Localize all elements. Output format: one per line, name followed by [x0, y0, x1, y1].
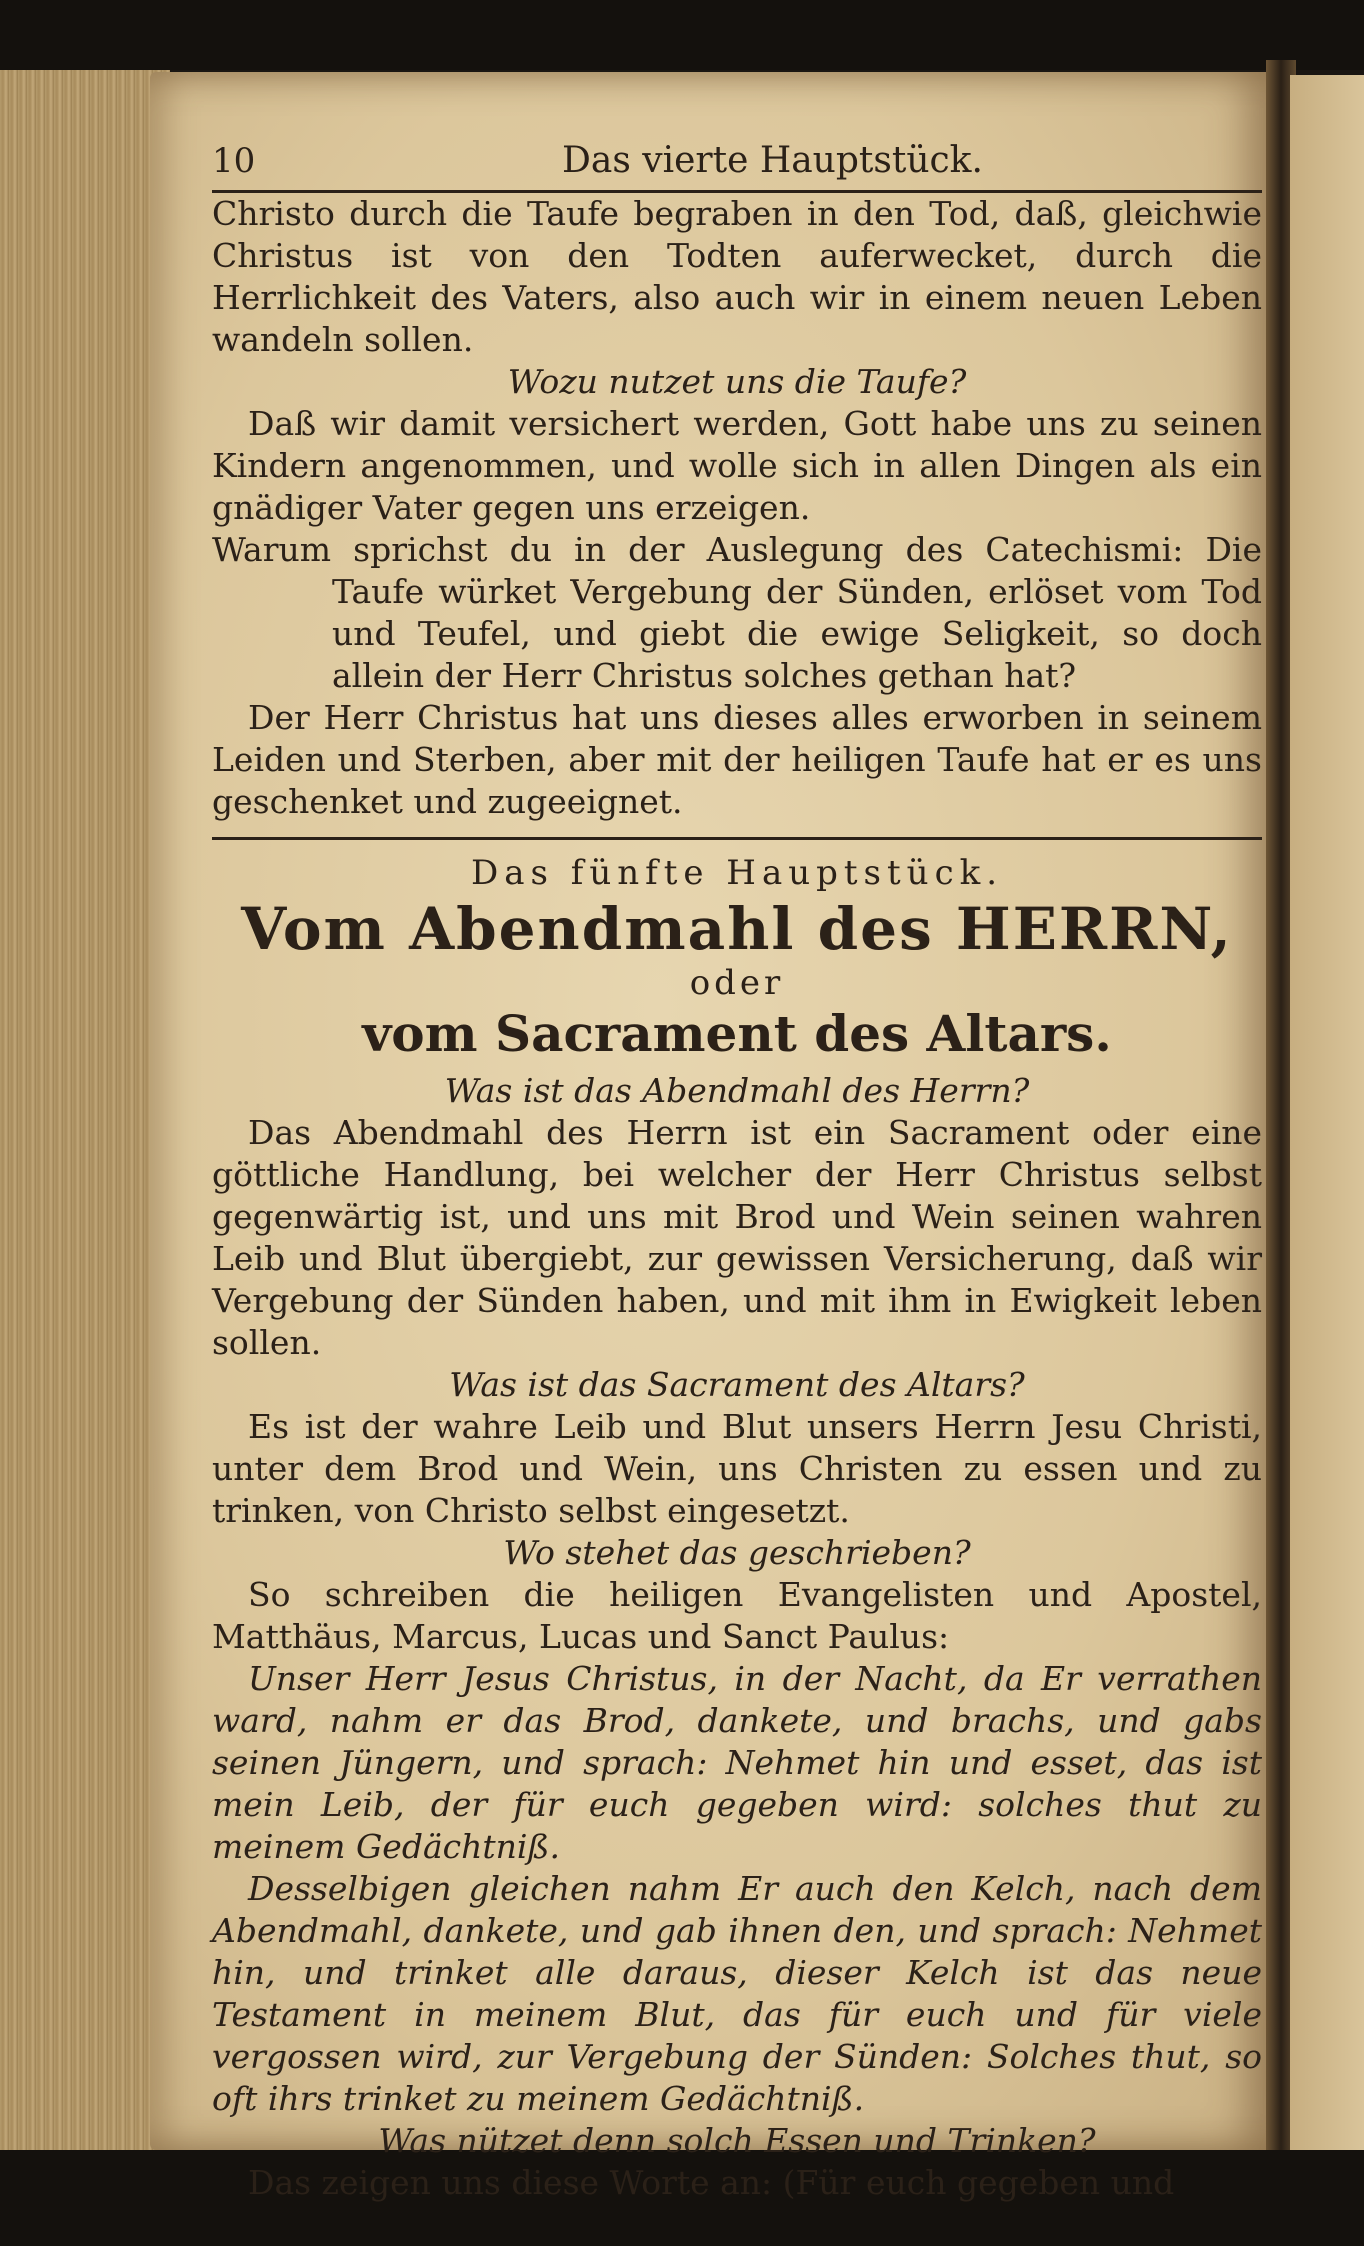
running-head: Das vierte Hauptstück.	[562, 140, 983, 181]
page-header	[212, 140, 1262, 193]
chapter-label: Das fünfte Hauptstück.	[470, 853, 1004, 893]
chapter-title: Vom Abendmahl des HERRN,	[241, 895, 1233, 963]
chapter-subtitle: vom Sacrament des Altars.	[362, 1004, 1112, 1063]
section-four-intro: Christo durch die Taufe begraben in den Tod, daß, gleichwie Christus ist von den Todten auferwecket, durch die Herrlichkeit des Vaters, also auch wir in einem neuen Leben wandeln sollen.	[212, 194, 1262, 359]
question-use-of-baptism: Wozu nutzet uns die Taufe?	[507, 362, 967, 401]
answer-what-is-sacrament: Es ist der wahre Leib und Blut unsers Herrn Jesu Christi, unter dem Brod und Wein, uns Christen zu essen und zu trinken, von Christo selbst eingesetzt.	[212, 1407, 1262, 1530]
question-what-is-sacrament: Was ist das Sacrament des Altars?	[449, 1365, 1025, 1404]
section-divider	[212, 837, 1262, 840]
question-benefit: Was nützet denn solch Essen und Trinken?	[378, 2121, 1096, 2160]
answer-what-is-supper: Das Abendmahl des Herrn ist ein Sacrament oder eine göttliche Handlung, bei welcher der Herr Christus selbst gegenwärtig ist, und uns mit Brod und Wein seinen wahren Leib und Blut übergiebt, zur gewissen Versicherung, daß wir Vergebung der Sünden haben, und mit ihm in Ewigkeit leben sollen.	[212, 1113, 1262, 1362]
page-content	[212, 140, 1262, 2202]
question-what-is-supper: Was ist das Abendmahl des Herrn?	[444, 1071, 1030, 1110]
facing-page-edge	[1290, 75, 1364, 2155]
scan-background-top	[0, 0, 1364, 70]
chapter-title-oder: oder	[689, 963, 785, 1003]
words-of-institution-bread: Unser Herr Jesus Christus, in der Nacht, da Er verrathen ward, nahm er das Brod, dankete, und brachs, und gabs seinen Jüngern, und sprach: Nehmet hin und esset, das ist mein Leib, der für euch gegeben wird: solches thut zu meinem Gedächtniß.	[212, 1659, 1262, 1866]
answer-catechism-explanation: Der Herr Christus hat uns dieses alles erworben in seinem Leiden und Sterben, aber mit der heiligen Taufe hat er es uns geschenket und zugeeignet.	[212, 698, 1262, 821]
question-where-written: Wo stehet das geschrieben?	[503, 1533, 971, 1572]
page-edges	[0, 70, 170, 2150]
answer-use-of-baptism: Daß wir damit versichert werden, Gott habe uns zu seinen Kindern angenommen, und wolle sich in allen Dingen als ein gnädiger Vater gegen uns erzeigen.	[212, 404, 1262, 527]
answer-benefit: Das zeigen uns diese Worte an: (Für euch gegeben und	[248, 2163, 1175, 2202]
page-number: 10	[212, 141, 256, 181]
question-catechism-explanation: Warum sprichst du in der Auslegung des Catechismi: Die Taufe würket Vergebung der Sünden, erlöset vom Tod und Teufel, und giebt die ewige Seligkeit, so doch allein der Herr Christus solches gethan hat?	[212, 530, 1262, 695]
answer-where-written: So schreiben die heiligen Evangelisten und Apostel, Matthäus, Marcus, Lucas und Sanct Paulus:	[212, 1575, 1262, 1656]
words-of-institution-cup: Desselbigen gleichen nahm Er auch den Kelch, nach dem Abendmahl, dankete, und gab ihnen den, und sprach: Nehmet hin, und trinket alle daraus, dieser Kelch ist das neue Testament in meinem Blut, das für euch und für viele vergossen wird, zur Vergebung der Sünden: Solches thut, so oft ihrs trinket zu meinem Gedächtniß.	[212, 1869, 1262, 2118]
